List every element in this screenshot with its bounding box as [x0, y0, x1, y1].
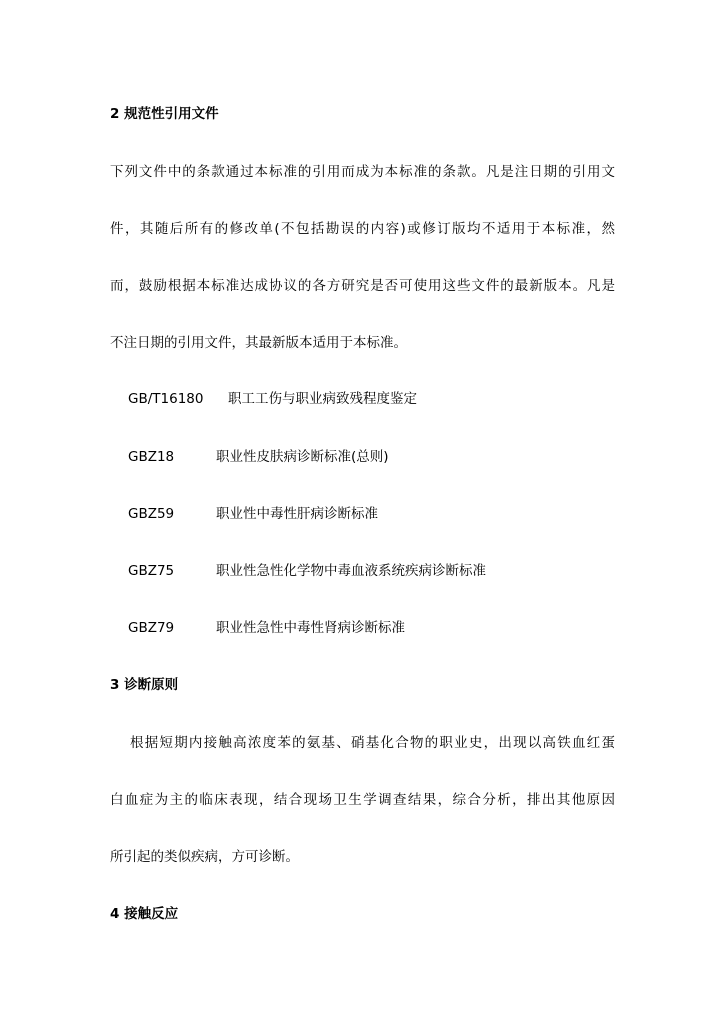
reference-code: GBZ75	[128, 563, 175, 579]
section-2-paragraph-line-2: 件，其随后所有的修改单(不包括勘误的内容)或修订版均不适用于本标准，然	[110, 221, 615, 237]
reference-title: 职业性急性化学物中毒血液系统疾病诊断标准	[216, 563, 486, 579]
reference-code: GBZ79	[128, 620, 175, 636]
reference-title: 职业性皮肤病诊断标准(总则)	[216, 449, 389, 465]
reference-code: GBZ18	[128, 449, 175, 465]
reference-item	[128, 389, 417, 409]
reference-title: 职业性急性中毒性肾病诊断标准	[216, 620, 405, 636]
section-3-paragraph-line-3: 所引起的类似疾病，方可诊断。	[110, 849, 299, 865]
reference-title: 职业性中毒性肝病诊断标准	[216, 506, 378, 522]
section-3-heading: 3 诊断原则	[110, 677, 179, 693]
reference-title: 职工工伤与职业病致残程度鉴定	[228, 391, 417, 407]
section-2-paragraph-line-1: 下列文件中的条款通过本标准的引用而成为本标准的条款。凡是注日期的引用文	[110, 164, 615, 180]
reference-item	[128, 561, 486, 581]
section-3-paragraph-line-1: 根据短期内接触高浓度苯的氨基、硝基化合物的职业史，出现以高铁血红蛋	[130, 735, 615, 751]
reference-item	[128, 618, 405, 638]
section-2-paragraph-line-4: 不注日期的引用文件，其最新版本适用于本标准。	[110, 335, 407, 351]
reference-code: GBZ59	[128, 506, 175, 522]
reference-code: GB/T16180	[128, 391, 204, 407]
section-2-paragraph-line-3: 而，鼓励根据本标准达成协议的各方研究是否可使用这些文件的最新版本。凡是	[110, 278, 615, 294]
reference-item	[128, 504, 378, 524]
section-2-heading: 2 规范性引用文件	[110, 106, 219, 122]
section-3-paragraph-line-2: 白血症为主的临床表现，结合现场卫生学调查结果，综合分析，排出其他原因	[110, 792, 615, 808]
reference-item	[128, 447, 389, 467]
section-4-heading: 4 接触反应	[110, 906, 179, 922]
